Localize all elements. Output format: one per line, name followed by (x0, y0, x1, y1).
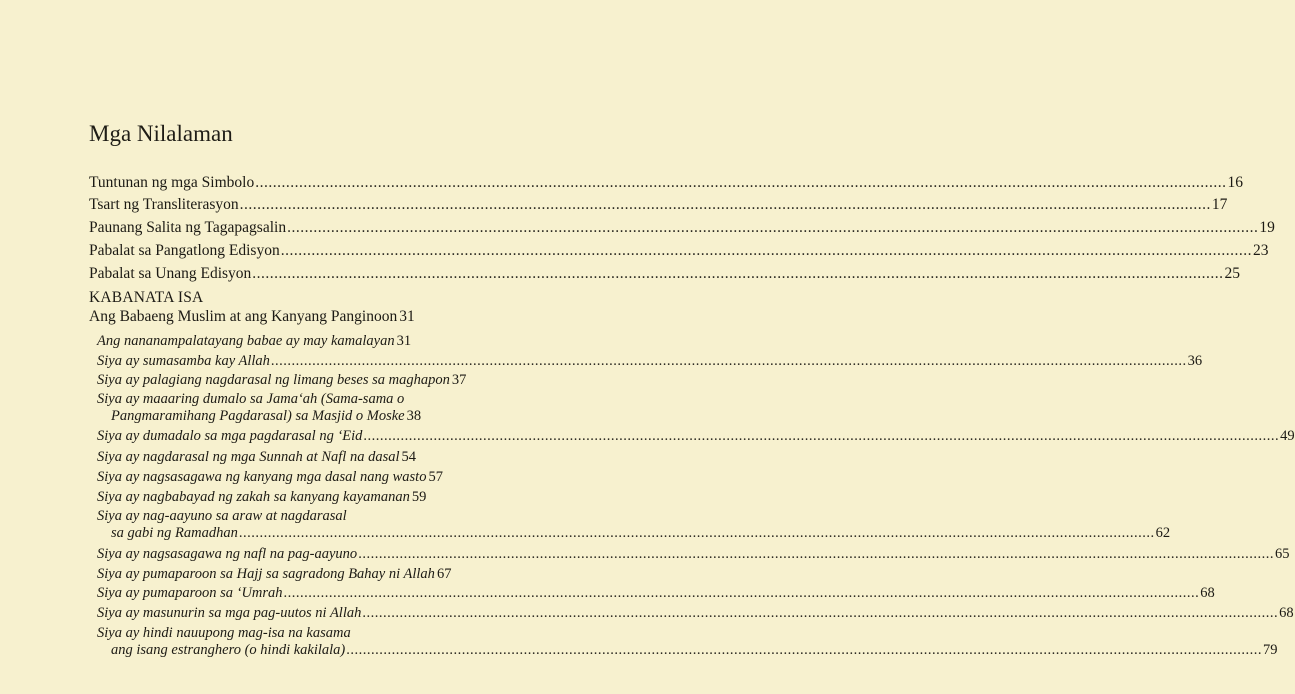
toc-entry-label: ang isang estranghero (o hindi kakilala) (111, 642, 346, 658)
toc-entry-label: Pangmaramihang Pagdarasal) sa Masjid o Moske (111, 408, 405, 424)
leader-dots (362, 605, 1278, 622)
toc-entry-page: 16 (1227, 174, 1243, 191)
leader-dots (287, 219, 1258, 237)
toc-sub-entry (97, 546, 1290, 563)
toc-entry-page: 57 (428, 469, 443, 485)
toc-entry-page: 62 (1155, 525, 1171, 541)
leader-dots (346, 642, 1262, 659)
toc-entry-page: 25 (1224, 265, 1241, 282)
toc-entry-label: Tsart ng Transliterasyon (89, 196, 239, 213)
toc-entry-label: Pabalat sa Unang Edisyon (89, 265, 252, 282)
leader-dots (252, 265, 1223, 283)
toc-entry-page: 37 (451, 372, 467, 388)
toc-entry-label: Siya ay sumasamba kay Allah (97, 353, 270, 369)
toc-entry-label: Siya ay pumaparoon sa Hajj sa sagradong Bahay ni Allah (97, 566, 435, 582)
toc-entry-page: 36 (1187, 353, 1203, 369)
toc-entry-page: 31 (396, 333, 412, 349)
toc-entry-symbols (89, 174, 1243, 192)
leader-dots (271, 353, 1187, 370)
toc-sub-entry (97, 449, 416, 466)
toc-entry-label: Pabalat sa Pangatlong Edisyon (89, 242, 280, 259)
page-title: Mga Nilalaman (89, 121, 233, 146)
toc-sub-entry (97, 585, 1215, 602)
toc-entry-page: 49 (1280, 428, 1295, 444)
toc-sub-entry (97, 566, 452, 583)
toc-entry-label-line1: Siya ay hindi nauupong mag-isa na kasama (97, 625, 351, 641)
toc-entry-third-edition (89, 242, 1269, 260)
toc-entry-label: Ang nananampalatayang babae ay may kamalayan (97, 333, 395, 349)
toc-entry-label: Paunang Salita ng Tagapagsalin (89, 219, 287, 236)
toc-entry-label: Siya ay palagiang nagdarasal ng limang beses sa maghapon (97, 372, 450, 388)
toc-sub-entry (97, 605, 1294, 622)
leader-dots (363, 428, 1279, 445)
toc-sub-entry (97, 469, 443, 486)
toc-entry-label: Siya ay nagsasagawa ng nafl na pag-aayuno (97, 546, 358, 562)
toc-sub-entry (97, 489, 427, 506)
toc-entry-label-line1: Siya ay maaaring dumalo sa Jama‘ah (Sama-sama o (97, 391, 405, 407)
leader-dots (239, 525, 1155, 542)
toc-entry-page: 23 (1252, 242, 1269, 259)
toc-sub-entry (97, 353, 1203, 370)
toc-chapter-entry (89, 308, 415, 326)
toc-entry-page: 79 (1263, 642, 1278, 658)
toc-entry-label: Siya ay pumaparoon sa ‘Umrah (97, 585, 283, 601)
toc-entry-label: Siya ay nagsasagawa ng kanyang mga dasal nang wasto (97, 469, 427, 485)
toc-entry-label: Tuntunan ng mga Simbolo (89, 174, 255, 191)
toc-sub-entry-two-line (97, 508, 1171, 542)
chapter-heading: KABANATA ISA (89, 289, 204, 306)
leader-dots (281, 242, 1252, 260)
toc-entry-label: Siya ay nagdarasal ng mga Sunnah at Nafl na dasal (97, 449, 400, 465)
toc-entry-page: 38 (406, 408, 422, 424)
toc-entry-label-line1: Siya ay nag-aayuno sa araw at nagdarasal (97, 508, 347, 524)
toc-entry-page: 19 (1259, 219, 1275, 236)
toc-entry-page: 68 (1279, 605, 1294, 621)
toc-entry-label: sa gabi ng Ramadhan (111, 525, 238, 541)
toc-sub-entry (97, 372, 467, 389)
toc-sub-entry (97, 428, 1295, 445)
toc-entry-foreword (89, 219, 1275, 237)
toc-entry-label: Siya ay masunurin sa mga pag-uutos ni Allah (97, 605, 362, 621)
toc-sub-entry (97, 333, 412, 350)
toc-entry-label: Siya ay dumadalo sa mga pagdarasal ng ‘Eid (97, 428, 363, 444)
toc-entry-page: 17 (1211, 196, 1228, 213)
toc-sub-entry-two-line (97, 391, 422, 425)
leader-dots (284, 585, 1200, 602)
toc-entry-page: 65 (1274, 546, 1290, 562)
leader-dots (255, 174, 1226, 192)
toc-entry-page: 31 (399, 308, 415, 325)
toc-entry-transliteration (89, 196, 1228, 214)
toc-entry-page: 59 (411, 489, 427, 505)
toc-entry-first-edition (89, 265, 1241, 283)
toc-sub-entry-two-line (97, 625, 1278, 659)
leader-dots (358, 546, 1274, 563)
toc-entry-page: 67 (436, 566, 452, 582)
leader-dots (240, 196, 1211, 214)
toc-entry-page: 54 (401, 449, 416, 465)
toc-entry-label: Siya ay nagbabayad ng zakah sa kanyang kayamanan (97, 489, 410, 505)
toc-entry-label: Ang Babaeng Muslim at ang Kanyang Panginoon (89, 308, 398, 325)
toc-entry-page: 68 (1200, 585, 1215, 601)
